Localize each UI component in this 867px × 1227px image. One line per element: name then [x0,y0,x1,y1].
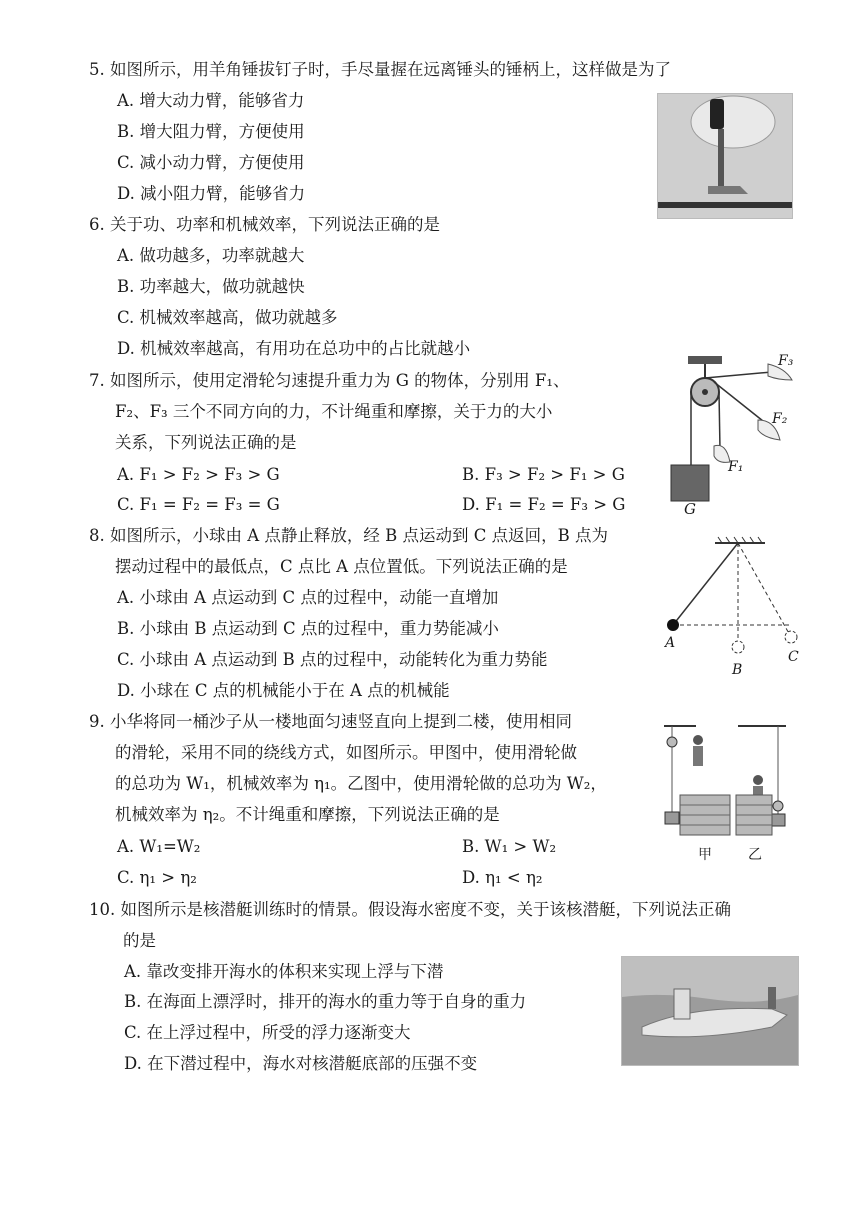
q8-option-c: C. 小球由 A 点运动到 B 点的过程中，动能转化为重力势能 [117,650,548,669]
q9-option-a: A. W₁=W₂ [117,837,201,856]
q7-option-c: C. F₁ = F₂ = F₃ = G [117,495,280,514]
f1-label: F₁ [728,459,744,475]
point-b-label: B [732,662,743,678]
question-5-stem: 5. 如图所示，用羊角锤拔钉子时，手尽量握在远离锤头的锤柄上，这样做是为了 [89,60,671,79]
pulley-comparison-figure [660,720,800,870]
submarine-photo [621,956,799,1066]
question-7-stem-line3: 关系，下列说法正确的是 [115,433,297,452]
q9-option-c: C. η₁ > η₂ [117,868,197,887]
fixed-pulley-figure [660,350,810,520]
question-9-stem-line2: 的滑轮，采用不同的绕线方式，如图所示。甲图中，使用滑轮做 [115,743,577,762]
q7-option-b: B. F₃ > F₂ > F₁ > G [462,465,625,484]
point-c-label: C [788,649,799,665]
question-7-stem-line1: 7. 如图所示，使用定滑轮匀速提升重力为 G 的物体，分别用 F₁、 [89,371,570,390]
hammer-photo [657,93,793,219]
question-9-stem-line1: 9. 小华将同一桶沙子从一楼地面匀速竖直向上提到二楼，使用相同 [89,712,572,731]
question-6-stem: 6. 关于功、功率和机械效率，下列说法正确的是 [89,215,440,234]
question-10-stem-line2: 的是 [123,931,156,950]
q10-option-a: A. 靠改变排开海水的体积来实现上浮与下潜 [124,962,444,981]
q10-option-c: C. 在上浮过程中，所受的浮力逐渐变大 [124,1023,411,1042]
q5-option-d: D. 减小阻力臂，能够省力 [117,184,306,203]
question-8-stem-line1: 8. 如图所示，小球由 A 点静止释放，经 B 点运动到 C 点返回，B 点为 [89,526,608,545]
q6-option-c: C. 机械效率越高，做功就越多 [117,308,338,327]
f3-label: F₃ [778,353,794,369]
f2-label: F₂ [772,411,788,427]
question-8-stem-line2: 摆动过程中的最低点，C 点比 A 点位置低。下列说法正确的是 [115,557,568,576]
q9-option-b: B. W₁ > W₂ [462,837,557,856]
question-9-stem-line3: 的总功为 W₁，机械效率为 η₁。乙图中，使用滑轮做的总功为 W₂， [115,774,607,793]
q7-option-a: A. F₁ > F₂ > F₃ > G [117,465,280,484]
q5-option-b: B. 增大阻力臂，方便使用 [117,122,305,141]
figure-yi-label: 乙 [748,847,762,863]
q5-option-c: C. 减小动力臂，方便使用 [117,153,305,172]
q5-option-a: A. 增大动力臂，能够省力 [117,91,305,110]
q7-option-d: D. F₁ = F₂ = F₃ > G [462,495,626,514]
q8-option-d: D. 小球在 C 点的机械能小于在 A 点的机械能 [117,681,450,700]
pendulum-figure [660,535,810,685]
question-9-stem-line4: 机械效率为 η₂。不计绳重和摩擦，下列说法正确的是 [115,805,500,824]
figure-jia-label: 甲 [698,847,712,863]
q6-option-a: A. 做功越多，功率就越大 [117,246,305,265]
q6-option-b: B. 功率越大，做功就越快 [117,277,305,296]
q8-option-a: A. 小球由 A 点运动到 C 点的过程中，动能一直增加 [117,588,499,607]
question-10-stem-line1: 10. 如图所示是核潜艇训练时的情景。假设海水密度不变，关于该核潜艇，下列说法正确 [89,900,731,919]
q8-option-b: B. 小球由 B 点运动到 C 点的过程中，重力势能减小 [117,619,499,638]
point-a-label: A [665,635,676,651]
q6-option-d: D. 机械效率越高，有用功在总功中的占比就越小 [117,339,471,358]
q9-option-d: D. η₁ < η₂ [462,868,543,887]
g-label: G [684,500,696,518]
question-7-stem-line2: F₂、F₃ 三个不同方向的力，不计绳重和摩擦，关于力的大小 [115,402,553,421]
q10-option-b: B. 在海面上漂浮时，排开的海水的重力等于自身的重力 [124,992,527,1011]
q10-option-d: D. 在下潜过程中，海水对核潜艇底部的压强不变 [124,1054,478,1073]
